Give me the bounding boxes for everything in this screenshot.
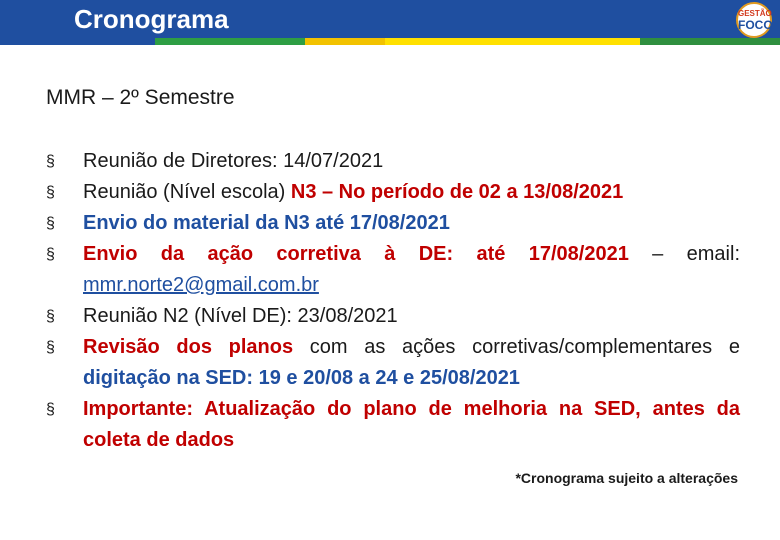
bullet-icon: § (46, 401, 55, 418)
bullet-icon: § (46, 184, 55, 201)
header-stripe-light-yellow (385, 38, 640, 45)
list-item (46, 177, 740, 208)
item-text: Envio da ação corretiva à DE: até (83, 243, 529, 265)
list-item (46, 239, 740, 301)
gestao-foco-logo (736, 2, 772, 38)
section-subtitle: MMR – 2º Semestre (46, 86, 235, 109)
item-date: digitação na SED: 19 e 20/08 a 24 e 25/08/2021 (83, 367, 520, 389)
email-link[interactable]: mmr.norte2@gmail.com.br (83, 274, 319, 296)
list-item (46, 332, 740, 394)
page-title: Cronograma (74, 4, 229, 34)
header-stripe-blue (0, 38, 155, 45)
list-item (46, 146, 740, 177)
item-date: 17/08/2021 (528, 243, 629, 265)
item-highlight: Revisão dos planos (83, 336, 294, 358)
bullet-icon: § (46, 215, 55, 232)
item-text-email-label: – email: (628, 243, 740, 265)
item-text: Reunião de Diretores: 14/07/2021 (83, 150, 384, 172)
item-highlight: N3 – No período de 02 a 13/08/2021 (290, 181, 624, 203)
schedule-list (46, 146, 740, 456)
header-stripe-dark-green (640, 38, 780, 45)
item-date: 17/08/2021 (349, 212, 450, 234)
logo-text-top: GESTÃO (738, 9, 772, 18)
item-text: com as ações corretivas/complementares e (293, 336, 740, 358)
list-item (46, 301, 740, 332)
item-text: Envio do material da N3 até (83, 212, 350, 234)
item-highlight: Importante: Atualização do plano de melhoria na SED, antes da coleta de dados (83, 398, 740, 451)
header-stripe-green (155, 38, 305, 45)
list-item (46, 208, 740, 239)
item-text: Reunião (Nível escola) (83, 181, 291, 203)
logo-text-bottom: FOCO (738, 18, 773, 32)
item-text: Reunião N2 (Nível DE): 23/08/2021 (83, 305, 398, 327)
bullet-icon: § (46, 308, 55, 325)
header-stripe-yellow (305, 38, 385, 45)
disclaimer-note: *Cronograma sujeito a alterações (515, 470, 738, 486)
bullet-icon: § (46, 153, 55, 170)
bullet-icon: § (46, 339, 55, 356)
bullet-icon: § (46, 246, 55, 263)
list-item (46, 394, 740, 456)
